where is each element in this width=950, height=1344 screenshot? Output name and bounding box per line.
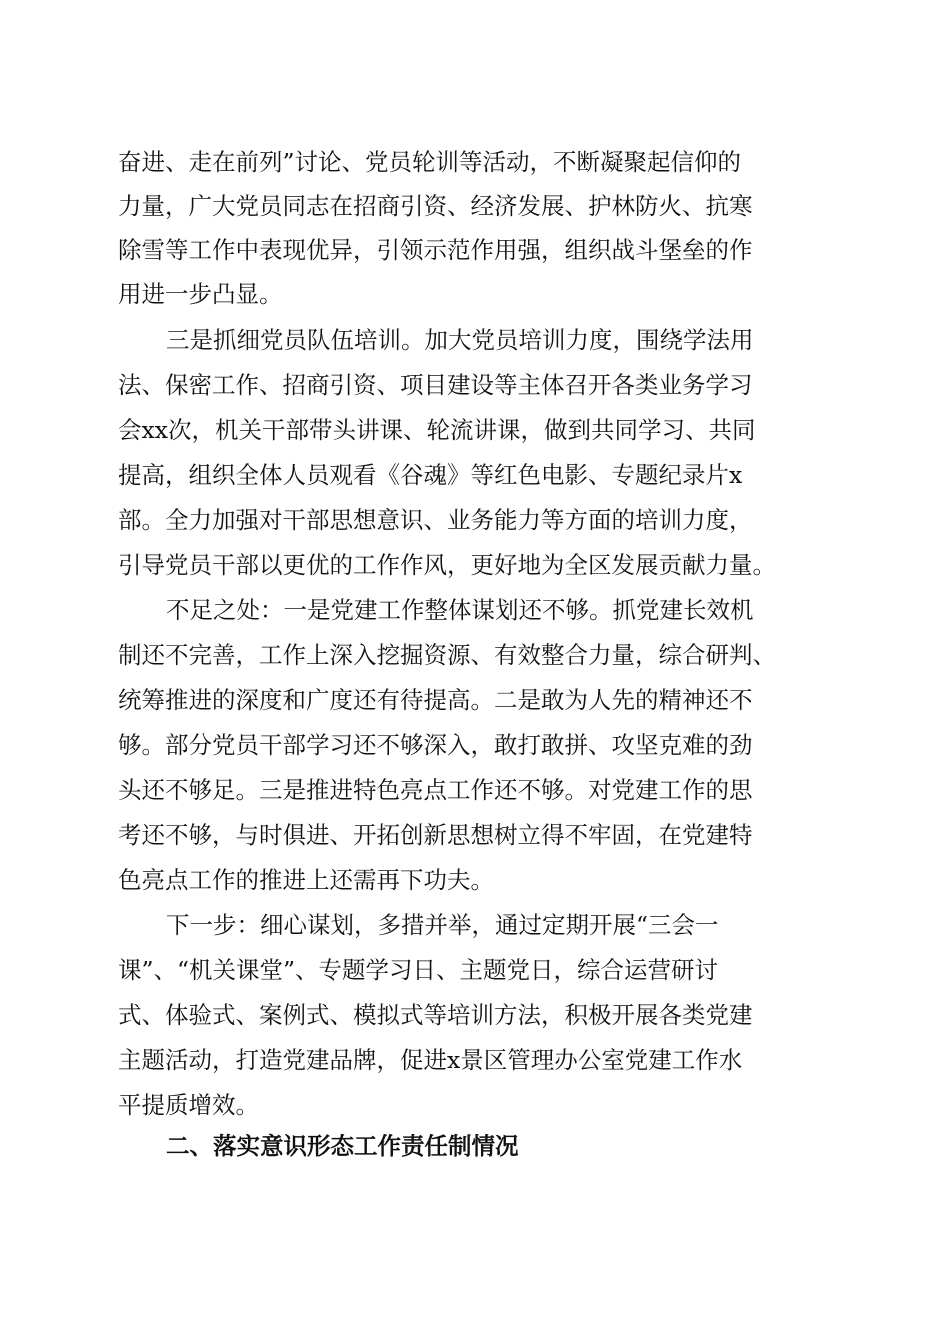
- paragraph-line: 会xx次，机关干部带头讲课、轮流讲课，做到共同学习、共同: [118, 416, 756, 444]
- paragraph-line: 引导党员干部以更优的工作作风，更好地为全区发展贡献力量。: [118, 551, 776, 579]
- paragraph-line: 用进一步凸显。: [118, 280, 283, 308]
- paragraph-line: 不足之处：一是党建工作整体谋划还不够。抓党建长效机: [166, 596, 754, 624]
- paragraph-line: 主题活动，打造党建品牌，促进x景区管理办公室党建工作水: [118, 1046, 743, 1074]
- paragraph-line: 奋进、走在前列”讨论、党员轮训等活动，不断凝聚起信仰的: [118, 148, 742, 176]
- paragraph-line: 色亮点工作的推进上还需再下功夫。: [118, 866, 494, 894]
- paragraph-line: 平提质增效。: [118, 1091, 259, 1119]
- paragraph-line: 制还不完善，工作上深入挖掘资源、有效整合力量，综合研判、: [118, 641, 776, 669]
- paragraph-line: 课”、“机关课堂”、专题学习日、主题党日，综合运营研讨: [118, 956, 719, 984]
- paragraph-line: 除雪等工作中表现优异，引领示范作用强，组织战斗堡垒的作: [118, 236, 753, 264]
- paragraph-line: 法、保密工作、招商引资、项目建设等主体召开各类业务学习: [118, 371, 753, 399]
- paragraph-line: 头还不够足。三是推进特色亮点工作还不够。对党建工作的思: [118, 776, 753, 804]
- paragraph-lead: 三是抓细党员队伍培训。: [166, 326, 425, 354]
- paragraph-line: 式、体验式、案例式、模拟式等培训方法，积极开展各类党建: [118, 1001, 753, 1029]
- paragraph-line-text: 加大党员培训力度，围绕学法用: [424, 326, 754, 354]
- section-heading: 二、落实意识形态工作责任制情况: [166, 1132, 519, 1160]
- paragraph-line: 统筹推进的深度和广度还有待提高。二是敢为人先的精神还不: [118, 686, 753, 714]
- paragraph-line: 提高，组织全体人员观看《谷魂》等红色电影、专题纪录片x: [118, 461, 743, 489]
- paragraph-line: 够。部分党员干部学习还不够深入，敢打敢拼、攻坚克难的劲: [118, 731, 753, 759]
- paragraph-line: 考还不够，与时俱进、开拓创新思想树立得不牢固，在党建特: [118, 821, 753, 849]
- paragraph-line: 力量，广大党员同志在招商引资、经济发展、护林防火、抗寒: [118, 192, 753, 220]
- paragraph-line: 下一步：细心谋划，多措并举，通过定期开展“三会一: [166, 911, 719, 939]
- paragraph-line: [0, 323, 950, 357]
- paragraph-line: 部。全力加强对干部思想意识、业务能力等方面的培训力度，: [118, 506, 753, 534]
